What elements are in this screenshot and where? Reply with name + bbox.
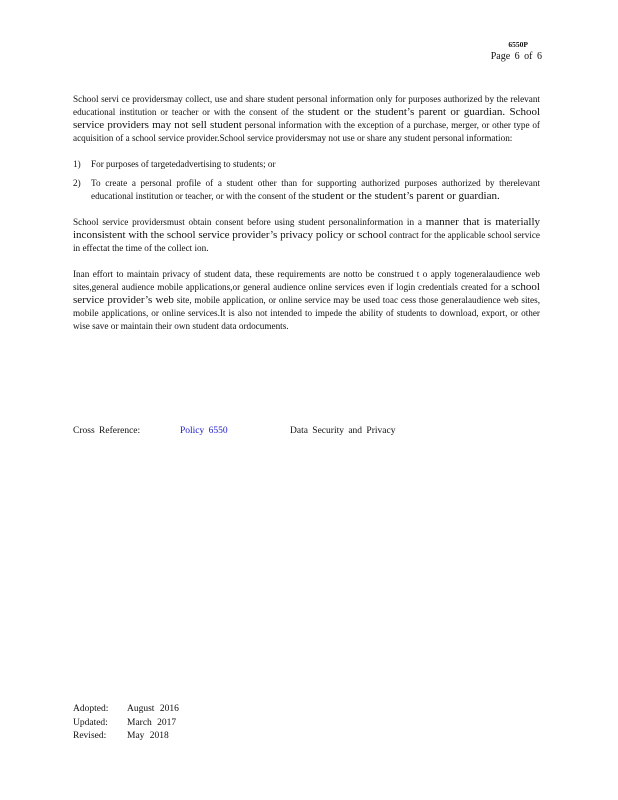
paragraph-consent	[73, 216, 540, 255]
paragraph-data-use	[73, 93, 540, 145]
cross-reference-label: Cross Reference:	[73, 426, 141, 436]
paragraph-text: contract for the applicable school service in effectat the time of the collect ion.	[73, 230, 540, 253]
prohibited-uses-list	[73, 158, 540, 203]
history-date: March 2017	[127, 717, 177, 728]
history-date: August 2016	[127, 704, 179, 714]
paragraph-text: site, mobile application, or online service may be used toac cess those generalaudience web sites, mobile applications, or online services.It is also not intended to impede the ability of students to download, export, or other wise save or maintain their own student data ordocuments.	[73, 295, 540, 331]
list-text: student or the student’s parent or guardian.	[311, 190, 500, 202]
list-number: 2)	[73, 178, 81, 188]
list-text: For purposes of targetedadvertising to students; or	[91, 159, 276, 169]
history-label: Adopted:	[73, 704, 109, 714]
policy-title: Data Security and Privacy	[290, 426, 396, 436]
list-text: To create a personal profile of a student other than for supporting authorized purposes authorized by therelevant educational institution or teacher, or with the consent of the	[91, 178, 540, 201]
policy-link[interactable]: Policy 6550	[180, 426, 228, 436]
paragraph-text: Inan effort to maintain privacy of student data, these requirements are notto be construed t o apply togeneralaudience web sites,general audience mobile applications,or general audience online services even if login credentials created for a	[73, 269, 540, 292]
history-row	[73, 717, 233, 731]
policy-history	[73, 703, 233, 744]
paragraph-text: student or the student’s parent or guardian. School service providers may not sell student	[73, 106, 541, 131]
policy-code: 6550P	[508, 40, 528, 49]
list-item	[73, 177, 540, 203]
paragraph-text: School service providersmust obtain consent before using student personalinformation in a	[73, 217, 422, 227]
page-number: Page 6 of 6	[490, 51, 542, 62]
list-number: 1)	[73, 159, 81, 169]
paragraph-text: manner that is materially inconsistent with the school service provider’s privacy policy or school	[73, 216, 541, 241]
history-label: Revised:	[73, 731, 107, 741]
paragraph-text: School servi ce providersmay collect, use and share student personal information only for purposes authorized by the relevant educational institution or teacher or with the consent of the	[73, 94, 540, 117]
paragraph-text: personal information with the exception of a purchase, merger, or other type of acquisition of a school service provider.School service providersmay not use or share any student personal information:	[73, 120, 540, 143]
list-item	[73, 158, 540, 171]
document-body	[73, 93, 540, 346]
paragraph-text: school service provider’s web	[73, 281, 540, 306]
paragraph-general-audience	[73, 268, 540, 333]
history-row	[73, 730, 233, 744]
history-row	[73, 703, 233, 717]
history-date: May 2018	[127, 731, 169, 741]
history-label: Updated:	[73, 717, 108, 728]
